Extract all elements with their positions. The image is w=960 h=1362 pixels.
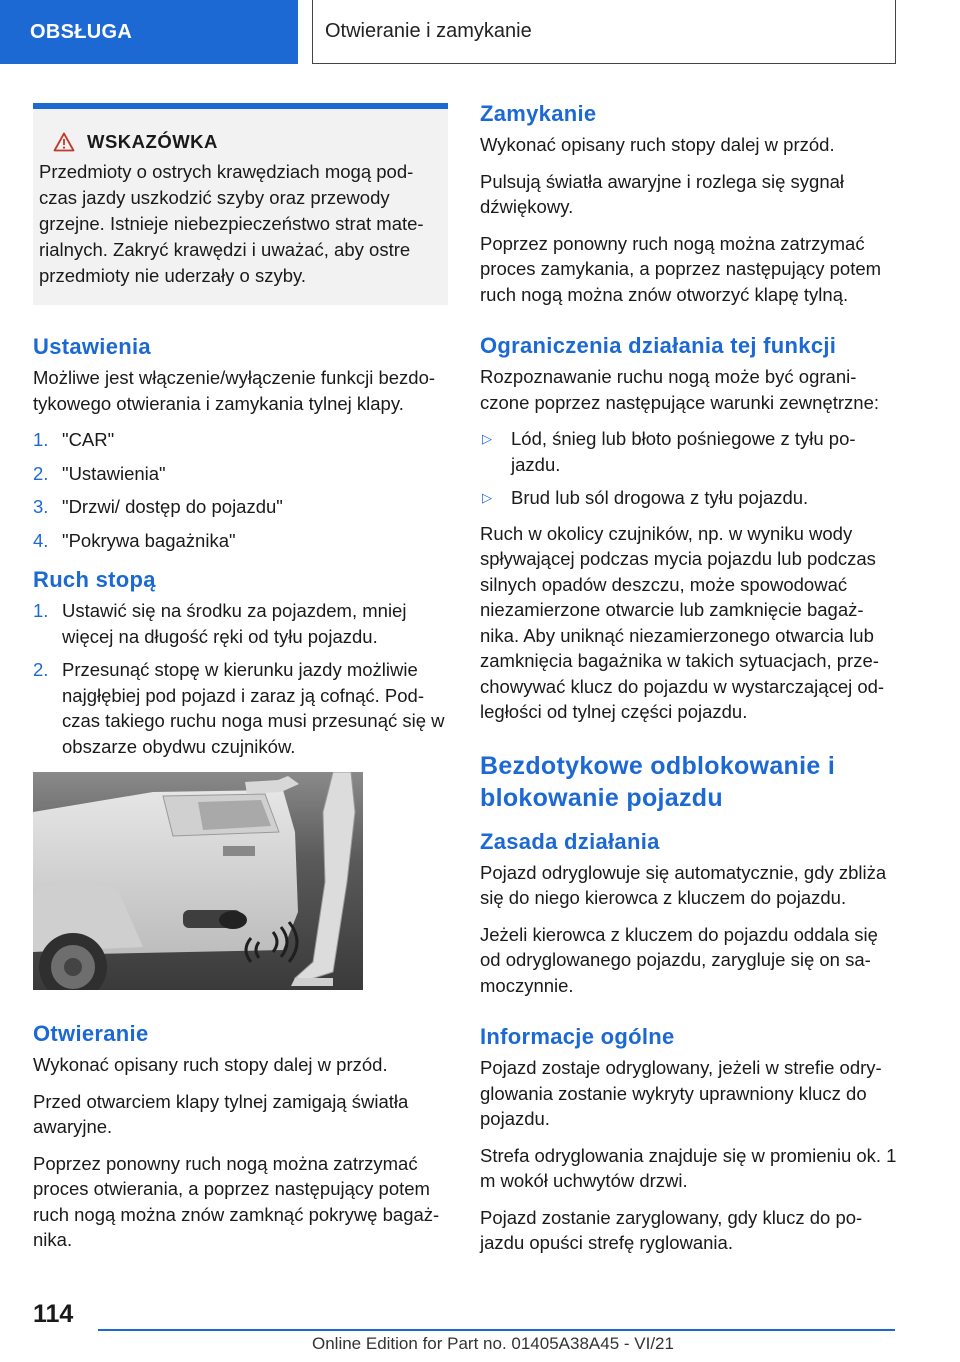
principle-paragraph: Jeżeli kierowca z kluczem do pojazdu oddala się od odryglowanego pojazdu, zarygluje się on sa- moczynnie. — [480, 923, 878, 996]
opening-heading: Otwieranie — [33, 1021, 149, 1046]
step-text: Ustawić się na środku za pojazdem, mniej więcej na długość ręki od tyłu pojazdu. — [62, 600, 407, 647]
step-text: "Pokrywa bagażnika" — [62, 529, 236, 551]
step-text: "CAR" — [62, 429, 115, 450]
step-number: 2. — [33, 659, 49, 680]
limits-list — [480, 426, 898, 511]
settings-heading: Ustawienia — [33, 334, 151, 359]
settings-intro: Możliwe jest włączenie/wyłączenie funkcji bezdo- tykowego otwierania i zamykania tylnej klapy. — [33, 367, 436, 414]
closing-paragraph: Wykonać opisany ruch stopy dalej w przód. — [480, 134, 835, 155]
limits-heading: Ograniczenia działania tej funkcji — [480, 333, 837, 358]
list-item-text: Lód, śnieg lub błoto pośniegowe z tyłu po- jazdu. — [511, 428, 856, 475]
foot-step — [33, 657, 448, 759]
step-text: Przesunąć stopę w kierunku jazdy możliwie najgłębiej pod pojazd i zaraz ją cofnąć. Pod- czas takiego ruchu noga musi przesunąć się w obszarze obydwu czujników. — [62, 659, 445, 757]
bullet-triangle-icon: ▷ — [482, 431, 492, 446]
step-text: "Drzwi/ dostęp do pojazdu" — [62, 496, 283, 517]
section-tab — [0, 0, 298, 64]
chapter-title: Otwieranie i zamykanie — [325, 20, 532, 42]
settings-step — [33, 461, 448, 487]
limits-intro: Rozpoznawanie ruchu nogą może być ograni- czone poprzez następujące warunki zewnętrzne: — [480, 366, 880, 413]
notice-title: WSKAZÓWKA — [87, 131, 218, 152]
left-column — [33, 100, 448, 1264]
warning-icon — [53, 132, 75, 152]
step-number: 2. — [33, 462, 49, 484]
principle-paragraph: Pojazd odryglowuje się automatycznie, gdy zbliża się do niego kierowca z kluczem do pojazdu. — [480, 861, 887, 908]
general-heading: Informacje ogólne — [480, 1024, 675, 1049]
page-number: 114 — [33, 1300, 74, 1328]
kick-sensor-illustration — [33, 772, 363, 990]
right-column — [480, 100, 898, 1267]
limits-after: Ruch w okolicy czujników, np. w wyniku wody spływającej podczas mycia pojazdu lub podczas silnych opadów deszczu, może spowodować niezamierzone otwarcie lub zamknięcie bagaż- nika. Aby uniknąć niezamierzonego otwarcia lub zamknięcia bagażnika w takich sytuacjach, prze- chowywać klucz do pojazdu w wystarczającej od- ległości od tylnej części pojazdu. — [480, 522, 885, 722]
step-text: "Ustawienia" — [62, 462, 166, 484]
list-item-text: Brud lub sól drogowa z tyłu pojazdu. — [511, 487, 809, 508]
general-paragraph: Strefa odryglowania znajduje się w promieniu ok. 1 m wokół uchwytów drzwi. — [480, 1144, 897, 1191]
opening-paragraph: Przed otwarciem klapy tylnej zamigają światła awaryjne. — [33, 1090, 409, 1137]
step-number: 4. — [33, 529, 49, 551]
closing-paragraph: Pulsują światła awaryjne i rozlega się sygnał dźwiękowy. — [480, 170, 845, 217]
foot-heading: Ruch stopą — [33, 567, 156, 592]
keyless-heading: Bezdotykowe odblokowanie i blokowanie pojazdu — [480, 751, 836, 812]
settings-steps — [33, 427, 448, 553]
settings-step — [33, 494, 448, 520]
edition-note: Online Edition for Part no. 01405A38A45 - VI/21 — [312, 1334, 674, 1353]
closing-paragraph: Poprzez ponowny ruch nogą można zatrzymać proces zamykania, a poprzez następujący potem ruch nogą można znów otworzyć klapę tylną. — [480, 232, 882, 305]
notice-header — [39, 131, 440, 153]
foot-steps — [33, 598, 448, 759]
notice-text: Przedmioty o ostrych krawędziach mogą pod- czas jazdy uszkodzić szyby oraz przewody grzejne. Istnieje niebezpieczeństwo strat mate- rialnych. Zakryć krawędzi i uważać, aby ostre przedmioty nie uderzały o szyby. — [39, 161, 424, 286]
bullet-triangle-icon: ▷ — [482, 490, 492, 505]
general-paragraph: Pojazd zostanie zaryglowany, gdy klucz do po- jazdu opuści strefę ryglowania. — [480, 1206, 863, 1253]
settings-step — [33, 427, 448, 453]
opening-paragraph: Wykonać opisany ruch stopy dalej w przód. — [33, 1054, 388, 1075]
closing-heading: Zamykanie — [480, 101, 597, 126]
list-item — [480, 426, 898, 477]
opening-paragraph: Poprzez ponowny ruch nogą można zatrzymać proces otwierania, a poprzez następujący potem ruch nogą można znów zamknąć pokrywę bagaż- nika. — [33, 1152, 440, 1250]
footer-divider — [98, 1329, 895, 1331]
settings-step — [33, 528, 448, 554]
section-label: OBSŁUGA — [30, 20, 133, 43]
step-number: 1. — [33, 429, 49, 450]
notice-box — [33, 103, 448, 305]
step-number: 3. — [33, 496, 49, 517]
principle-heading: Zasada działania — [480, 828, 660, 854]
chapter-header — [312, 0, 896, 64]
foot-step — [33, 598, 448, 649]
general-paragraph: Pojazd zostaje odryglowany, jeżeli w strefie odry- glowania zostanie wykryty uprawniony klucz do pojazdu. — [480, 1057, 882, 1129]
step-number: 1. — [33, 600, 49, 621]
list-item — [480, 485, 898, 511]
